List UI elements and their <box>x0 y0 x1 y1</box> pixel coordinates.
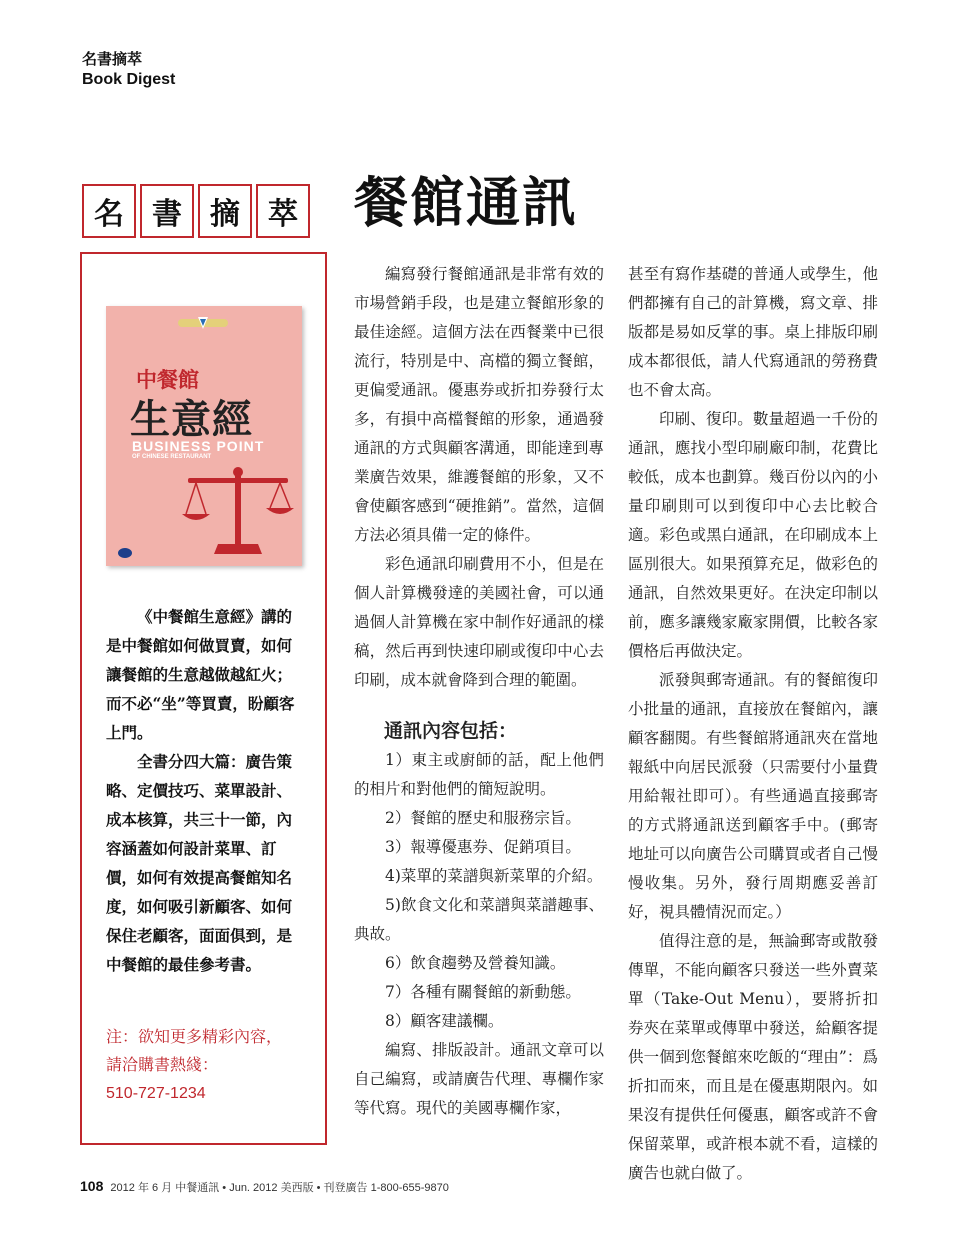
content-item-2: 2）餐館的歷史和服務宗旨。 <box>385 809 581 827</box>
book-description-para-1: 《中餐館生意經》講的是中餐館如何做買賣，如何讓餐館的生意越做越紅火；而不必“坐”等買賣，盼顧客上門。 <box>106 607 295 742</box>
content-item-1: 1）東主或廚師的話，配上他們的相片和對他們的簡短說明。 <box>354 751 604 798</box>
book-description <box>106 602 306 979</box>
book-description-para-2: 全書分四大篇：廣告策略、定價技巧、菜單設計、成本核算，共三十一節，內容涵蓋如何設計菜單、訂價，如何有效提高餐館知名度，如何吸引新顧客、如何保住老顧客，面面俱到，是中餐館的最佳參考書。 <box>106 752 293 974</box>
balance-scale-icon <box>178 462 298 562</box>
content-item-5: 5)飲食文化和菜譜與菜譜趣事、典故。 <box>354 896 604 943</box>
article-column-2 <box>628 260 878 1188</box>
content-item-7: 7）各種有關餐館的新動態。 <box>385 983 581 1001</box>
col1-para-2: 彩色通訊印刷費用不小，但是在個人計算機發達的美國社會，可以通過個人計算機在家中制作好通訊的樣稿，然后再到快速印刷或復印中心去印刷，成本就會降到合理的範圍。 <box>354 555 604 689</box>
col2-para-1: 印刷、復印。數量超過一千份的通訊，應找小型印刷廠印制，花費比較低，成本也劃算。幾百份以內的小量印刷則可以到復印中心去比較合適。彩色或黑白通訊，在印刷成本上區別很大。如果預算充足，做彩色的通訊，自然效果更好。在決定印制以前，應多讓幾家廠家開價，比較各家價格后再做決定。 <box>628 410 878 660</box>
cover-title-line2: 生意經 <box>130 396 253 443</box>
page-number: 108 <box>80 1178 104 1194</box>
article-column-1 <box>354 260 604 1123</box>
tile-1: 名 <box>82 184 136 238</box>
book-sidebar <box>80 252 327 1145</box>
col2-para-3: 值得注意的是，無論郵寄或散發傳單，不能向顧客只發送一些外賣菜單（Take-Out Menu），要將折扣券夾在菜單或傳單中發送，給顧客提供一個到您餐館來吃飯的“理由”：爲折扣而來，而且是在優惠期限內。如果沒有提供任何優惠，顧客或許不會保留菜單，或許根本就不看，這樣的廣告也就白做了。 <box>628 932 878 1182</box>
page-footer <box>80 1178 449 1195</box>
col1-para-1: 編寫發行餐館通訊是非常有效的市場營銷手段，也是建立餐館形象的最佳途經。這個方法在西餐業中已很流行，特別是中、高檔的獨立餐館，更偏愛通訊。優惠券或折扣券發行太多，有損中高檔餐館的形象，通過發通訊的方式與顧客溝通，即能達到專業廣告效果，維護餐館的形象，又不會使顧客感到“硬推銷”。當然，這個方法必須具備一定的條件。 <box>354 265 604 544</box>
content-item-3: 3）報導優惠券、促銷項目。 <box>385 838 581 856</box>
col2-continuation: 甚至有寫作基礎的普通人或學生，他們都擁有自己的計算機，寫文章、排版都是易如反掌的事。桌上排版印刷成本都很低，請人代寫通訊的勞務費也不會太高。 <box>628 265 878 399</box>
tile-4: 萃 <box>256 184 310 238</box>
tile-2: 書 <box>140 184 194 238</box>
section-title-zh: 名書摘萃 <box>82 51 143 68</box>
order-phone: 510-727-1234 <box>106 1085 206 1102</box>
cover-subtitle-en-small: OF CHINESE RESTAURANT <box>132 454 212 460</box>
book-cover-image <box>106 306 302 566</box>
section-title-en: Book Digest <box>82 71 176 88</box>
footer-info: 2012 年 6 月 中餐通訊 • Jun. 2012 美西版 • 刊登廣告 1-800-655-9870 <box>110 1182 449 1194</box>
cover-subtitle-en: BUSINESS POINT <box>132 438 265 454</box>
content-item-8: 8）顧客建議欄。 <box>385 1012 504 1030</box>
article-title: 餐館通訊 <box>354 170 578 234</box>
content-item-4: 4)菜單的菜譜與新菜單的介紹。 <box>385 867 603 885</box>
publisher-logo-icon <box>118 548 132 558</box>
note-line-2: 請洽購書熱綫： <box>106 1057 219 1074</box>
order-note <box>106 1024 306 1108</box>
cover-emblem-icon <box>178 316 228 330</box>
content-item-6: 6）飲食趨勢及營養知識。 <box>385 954 566 972</box>
section-header <box>82 50 175 90</box>
col1-closing: 編寫、排版設計。通訊文章可以自己編寫，或請廣告代理、專欄作家等代寫。現代的美國專欄作家， <box>354 1041 604 1117</box>
tile-3: 摘 <box>198 184 252 238</box>
content-subheading: 通訊內容包括： <box>384 721 518 742</box>
col2-para-2: 派發與郵寄通訊。有的餐館復印小批量的通訊，直接放在餐館內，讓顧客翻閱。有些餐館將通訊夾在當地報紙中向居民派發（只需要付小量費用給報社即可）。有些通過直接郵寄的方式將通訊送到顧客手中。(郵寄地址可以向廣告公司購買或者自己慢慢收集。另外，發行周期應妥善訂好，視具體情況而定。） <box>628 671 878 921</box>
note-line-1: 注：欲知更多精彩內容， <box>106 1029 283 1046</box>
cover-title-line1: 中餐館 <box>136 367 199 392</box>
section-tiles <box>82 184 310 238</box>
